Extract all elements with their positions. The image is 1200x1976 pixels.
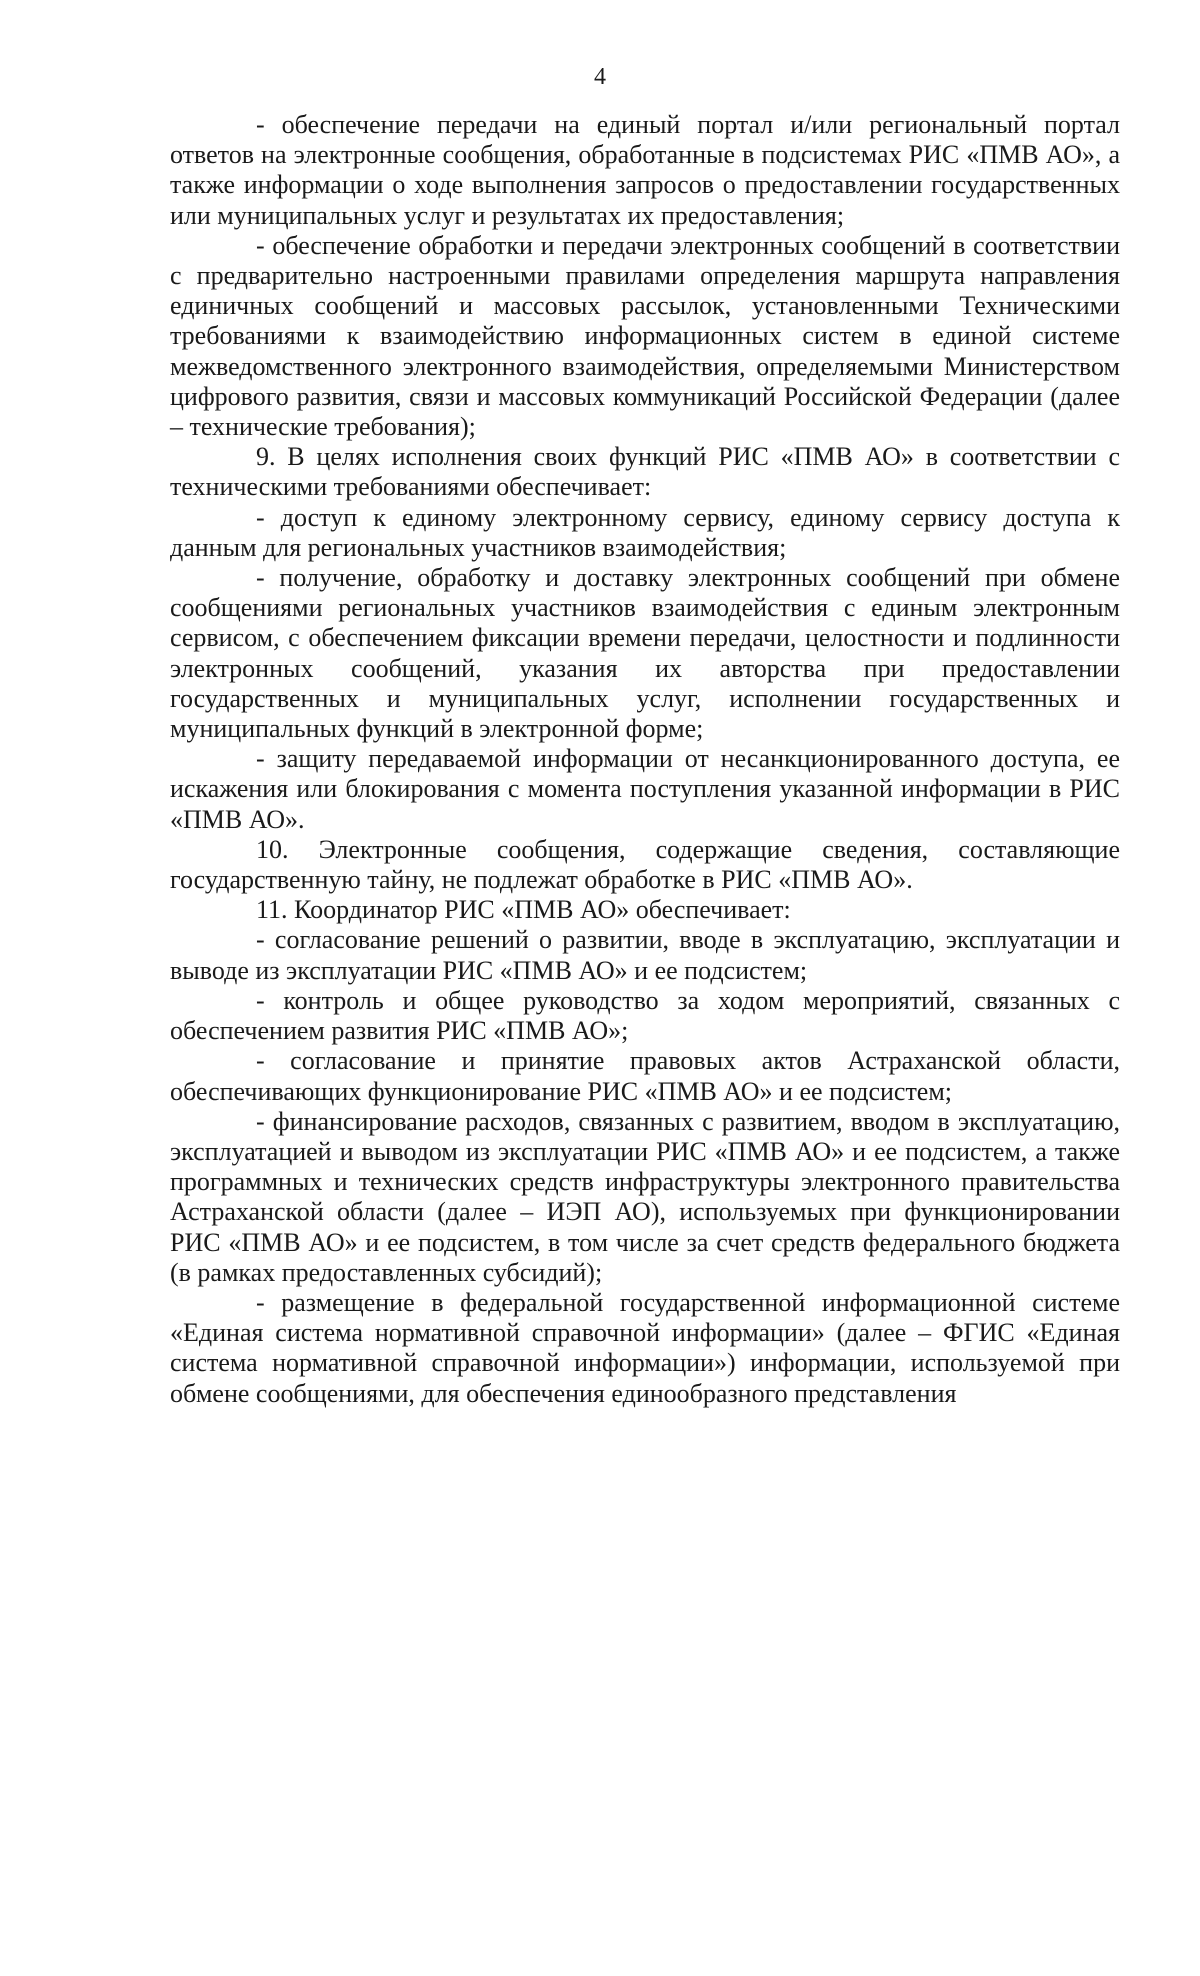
paragraph-fgis-placement: - размещение в федеральной государственной информационной системе «Единая система нормативной справочной информации» (далее – ФГИС «Единая система нормативной справочной информации») информации, используемой при обмене сообщениями, для обеспечения единообразного представления: [170, 1287, 1120, 1408]
paragraph-decision-approval: - согласование решений о развитии, вводе в эксплуатацию, эксплуатации и выводе из эксплуатации РИС «ПМВ АО» и ее подсистем;: [170, 925, 1120, 985]
paragraph-legal-acts: - согласование и принятие правовых актов Астраханской области, обеспечивающих функционирование РИС «ПМВ АО» и ее подсистем;: [170, 1046, 1120, 1106]
paragraph-message-processing: - обеспечение обработки и передачи электронных сообщений в соответствии с предварительно настроенными правилами определения маршрута направления единичных сообщений и массовых рассылок, установленными Техническими требованиями к взаимодействию информационных систем в единой системе межведомственного электронного взаимодействия, определяемыми Министерством цифрового развития, связи и массовых коммуникаций Российской Федерации (далее – технические требования);: [170, 230, 1120, 442]
paragraph-item-11: 11. Координатор РИС «ПМВ АО» обеспечивает:: [256, 895, 791, 925]
document-body: [170, 110, 1120, 1409]
paragraph-item-9: 9. В целях исполнения своих функций РИС «ПМВ АО» в соответствии с техническими требованиями обеспечивает:: [170, 442, 1120, 502]
paragraph-item-10: 10. Электронные сообщения, содержащие сведения, составляющие государственную тайну, не подлежат обработке в РИС «ПМВ АО».: [170, 834, 1120, 895]
paragraph-portal-transfer: - обеспечение передачи на единый портал и/или региональный портал ответов на электронные сообщения, обработанные в подсистемах РИС «ПМВ АО», а также информации о ходе выполнения запросов о предоставлении государственных или муниципальных услуг и результатах их предоставления;: [170, 110, 1120, 230]
paragraph-control-management: - контроль и общее руководство за ходом мероприятий, связанных с обеспечением развития РИС «ПМВ АО»;: [170, 985, 1120, 1046]
paragraph-service-access: - доступ к единому электронному сервису, единому сервису доступа к данным для региональных участников взаимодействия;: [170, 502, 1120, 562]
page-number: 4: [594, 64, 606, 90]
paragraph-message-delivery: - получение, обработку и доставку электронных сообщений при обмене сообщениями региональных участников взаимодействия с единым электронным сервисом, с обеспечением фиксации времени передачи, целостности и подлинности электронных сообщений, указания их авторства при предоставлении государственных и муниципальных услуг, исполнении государственных и муниципальных функций в электронной форме;: [170, 563, 1120, 744]
paragraph-financing: - финансирование расходов, связанных с развитием, вводом в эксплуатацию, эксплуатацией и выводом из эксплуатации РИС «ПМВ АО» и ее подсистем, а также программных и технических средств инфраструктуры электронного правительства Астраханской области (далее – ИЭП АО), используемых при функционировании РИС «ПМВ АО» и ее подсистем, в том числе за счет средств федерального бюджета (в рамках предоставленных субсидий);: [170, 1106, 1120, 1287]
paragraph-information-protection: - защиту передаваемой информации от несанкционированного доступа, ее искажения или блокирования с момента поступления указанной информации в РИС «ПМВ АО».: [170, 744, 1120, 834]
